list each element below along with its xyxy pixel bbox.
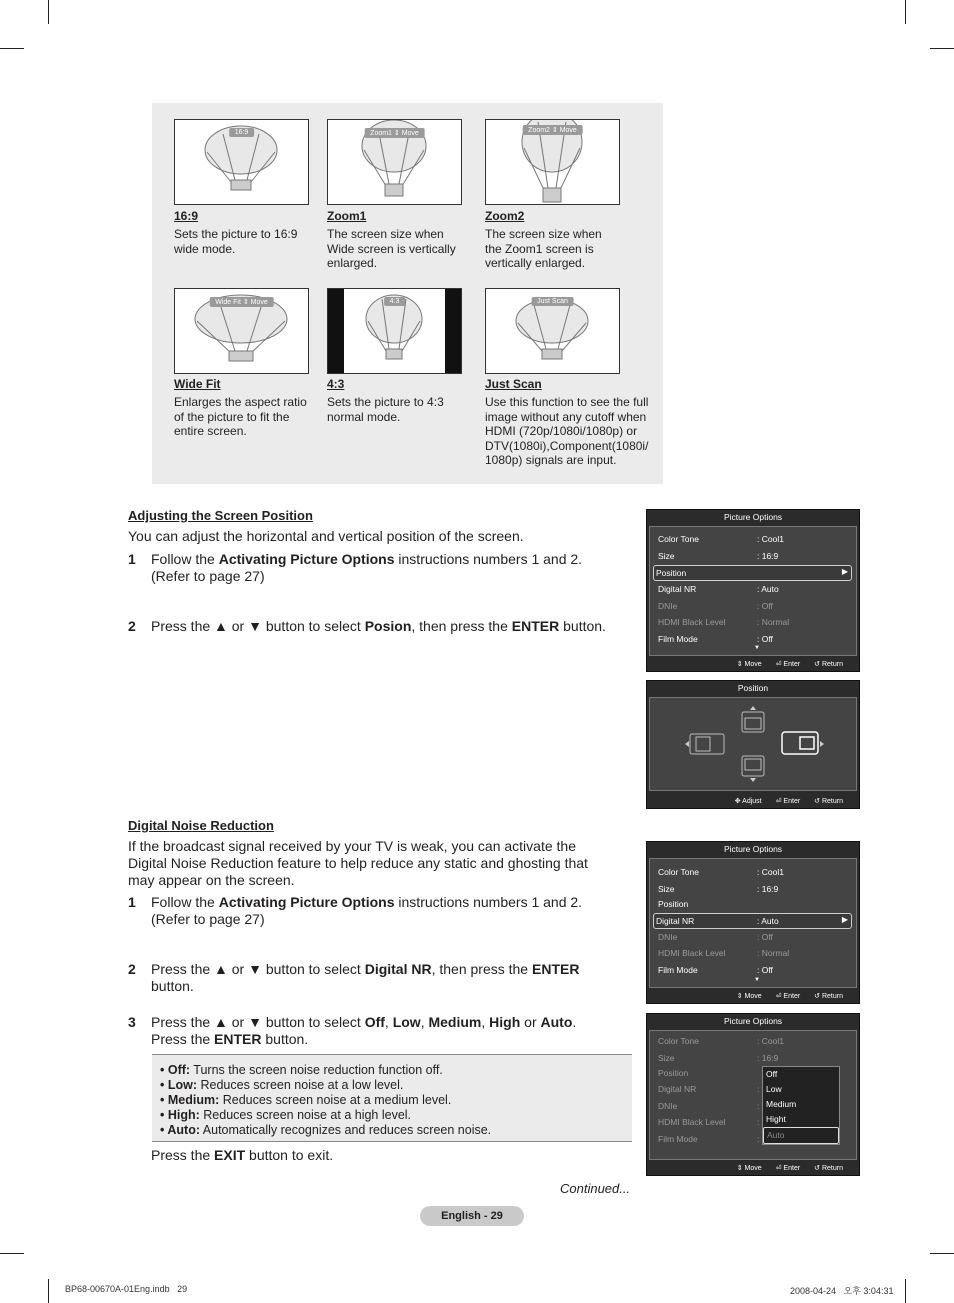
osd-row-label: Digital NR — [658, 584, 697, 594]
osd-row-value: : Auto — [757, 584, 779, 594]
osd-row-label: Size — [658, 551, 675, 561]
footer-file-info: BP68-00670A-01Eng.indb 29 — [65, 1284, 188, 1294]
osd-row-label: Color Tone — [658, 867, 699, 877]
text-bold: EXIT — [214, 1147, 246, 1163]
mode-desc: The screen size when Wide screen is vertically enlarged. — [327, 227, 456, 270]
option-medium[interactable]: Medium — [766, 1099, 797, 1109]
text: . — [572, 1014, 577, 1030]
mode-tag: 4:3 — [384, 297, 406, 306]
osd-row-digital-nr[interactable] — [656, 582, 852, 596]
osd-row-label: Film Mode — [658, 965, 698, 975]
osd-row-value: : 16:9 — [757, 1053, 779, 1063]
nr-step2 — [151, 961, 621, 995]
osd-row-value: : — [757, 1134, 760, 1144]
crop-mark — [930, 1253, 954, 1254]
enter-icon: ⏎ Enter — [775, 798, 801, 805]
return-icon: ↺ Return — [814, 993, 843, 1000]
osd-row-value: : Normal — [757, 617, 790, 627]
mode-title: 4:3 — [327, 377, 345, 391]
text: Press the ▲ or ▼ button to select — [151, 618, 365, 634]
position-step2 — [151, 618, 621, 635]
osd-row-value: : Off — [757, 634, 773, 644]
list-item — [160, 1063, 632, 1078]
osd-row-position[interactable] — [653, 565, 852, 581]
osd-picture-options-digital-nr — [646, 841, 860, 1004]
osd-title: Position — [737, 683, 769, 693]
osd-row-value: : Off — [757, 965, 773, 975]
osd-picture-options-position — [646, 509, 860, 672]
text: Press the ▲ or ▼ button to select — [151, 1014, 365, 1030]
text: or — [520, 1014, 541, 1030]
text-bold: • Low: — [160, 1078, 198, 1092]
position-section-title: Adjusting the Screen Position — [128, 508, 313, 523]
text-bold: • Medium: — [160, 1093, 220, 1107]
osd-row-value: : Auto — [757, 916, 779, 926]
step-number: 2 — [128, 961, 136, 977]
position-arrows-graphic — [650, 698, 856, 790]
nr-step3 — [151, 1014, 621, 1048]
balloon-image — [174, 288, 309, 374]
scroll-down-icon: ▼ — [754, 645, 760, 651]
text: instructions numbers 1 and 2. — [394, 551, 583, 567]
osd-row-value: : Cool1 — [757, 534, 784, 544]
text: Reduces screen noise at a medium level. — [219, 1093, 452, 1107]
text-bold: Auto — [540, 1014, 573, 1030]
return-icon: ↺ Return — [814, 798, 843, 805]
balloon-image — [174, 119, 309, 205]
step-number: 1 — [128, 894, 136, 910]
osd-row-value: : 16:9 — [757, 884, 779, 894]
mode-title: Just Scan — [485, 377, 542, 391]
crop-mark — [905, 0, 906, 24]
enter-icon: ⏎ Enter — [775, 661, 801, 668]
move-icon: ⇕ Move — [736, 661, 762, 668]
nr-options-list — [152, 1055, 632, 1138]
osd-body — [649, 526, 857, 656]
osd-row-label: Film Mode — [658, 634, 698, 644]
crop-mark — [905, 1279, 906, 1303]
osd-row-color-tone[interactable] — [656, 532, 852, 546]
osd-footer — [723, 992, 843, 1000]
text: Press the ▲ or ▼ button to select — [151, 961, 365, 977]
move-icon: ⇕ Move — [736, 993, 762, 1000]
text: , then press the — [411, 618, 512, 634]
nr-section-title: Digital Noise Reduction — [128, 818, 274, 833]
osd-row-dnie — [656, 930, 852, 944]
osd-row-label: DNIe — [658, 1101, 678, 1111]
osd-row-value: : — [757, 1117, 760, 1127]
balloon-image — [485, 119, 620, 205]
osd-footer — [723, 660, 843, 668]
footer-timestamp: 2008-04-24 오후 3:04:31 — [790, 1286, 894, 1296]
list-item — [160, 1123, 632, 1138]
mode-tag: 16:9 — [229, 128, 255, 137]
text: Reduces screen noise at a high level. — [199, 1108, 412, 1122]
text-bold: Digital NR — [364, 961, 432, 977]
balloon-image — [327, 119, 462, 205]
text-bold: Activating Picture Options — [218, 551, 395, 567]
enter-icon: ⏎ Enter — [775, 1165, 801, 1172]
move-icon: ⇕ Move — [736, 1165, 762, 1172]
digital-nr-options — [762, 1066, 840, 1145]
osd-row-label: DNIe — [658, 601, 678, 611]
crop-mark — [930, 48, 954, 49]
mode-title: Zoom1 — [327, 209, 367, 223]
mode-title: Wide Fit — [174, 377, 221, 391]
nr-intro: If the broadcast signal received by your TV is weak, you can activate the Digital Noise Reduction feature to help reduce any static and ghosting that may appear on the screen. — [128, 838, 588, 888]
text: Follow the — [151, 894, 219, 910]
text: Follow the — [151, 551, 219, 567]
mode-desc: Use this function to see the full image without any cutoff when HDMI (720p/1080i/1080p) or DTV(1080i),Component(1080i/ 1080p) signals are input. — [485, 395, 649, 467]
text-bold: Activating Picture Options — [218, 894, 395, 910]
text-bold: ENTER — [214, 1031, 262, 1047]
text: button. — [559, 618, 606, 634]
osd-footer — [723, 1164, 843, 1172]
osd-row-value: : Off — [757, 932, 773, 942]
enter-icon: ⏎ Enter — [775, 993, 801, 1000]
osd-row-color-tone — [656, 1034, 852, 1048]
text-bold: ENTER — [511, 618, 560, 634]
osd-row-label: DNIe — [658, 932, 678, 942]
osd-row-label: HDMI Black Level — [658, 617, 726, 627]
osd-row-value: : 16:9 — [757, 551, 779, 561]
osd-row-hdmi-black-level — [656, 615, 852, 629]
mode-title: 16:9 — [174, 209, 199, 223]
nr-options-box — [152, 1054, 632, 1142]
text: instructions numbers 1 and 2. — [394, 894, 583, 910]
option-off[interactable]: Off — [766, 1069, 778, 1079]
page-reference: (Refer to page 27) — [151, 568, 265, 584]
crop-mark — [48, 1279, 49, 1303]
right-arrow-icon: ▶ — [841, 567, 848, 576]
step-number: 1 — [128, 551, 136, 567]
osd-row-label: Film Mode — [658, 1134, 698, 1144]
list-item — [160, 1078, 632, 1093]
osd-row-value: : Off — [757, 601, 773, 611]
osd-row-digital-nr[interactable] — [653, 913, 852, 929]
text-bold: • High: — [160, 1108, 200, 1122]
osd-body — [649, 1030, 857, 1160]
osd-row-value: : — [757, 1101, 760, 1111]
scroll-down-icon: ▼ — [754, 977, 760, 983]
osd-body — [649, 697, 857, 791]
crop-mark — [0, 48, 24, 49]
osd-footer — [721, 797, 843, 805]
right-arrow-icon: ▶ — [841, 915, 848, 924]
balloon-image — [327, 288, 462, 374]
mode-desc: Sets the picture to 16:9 wide mode. — [174, 227, 298, 256]
osd-row-film-mode[interactable] — [656, 963, 852, 977]
option-high[interactable]: Hight — [766, 1114, 786, 1124]
mode-tag: Just Scan — [531, 297, 574, 306]
return-icon: ↺ Return — [814, 1165, 843, 1172]
position-step1 — [151, 551, 611, 585]
osd-row-label: Position — [656, 568, 687, 578]
text-bold: Off — [364, 1014, 385, 1030]
osd-row-value: : Cool1 — [757, 1036, 784, 1046]
text: , — [420, 1014, 429, 1030]
exit-instruction — [151, 1147, 333, 1164]
page-number-badge: English - 29 — [420, 1206, 524, 1226]
osd-row-value: : — [757, 1084, 760, 1094]
osd-row-position[interactable] — [656, 897, 852, 911]
list-item — [160, 1108, 632, 1123]
osd-row-size[interactable] — [656, 882, 852, 896]
text: Reduces screen noise at a low level. — [197, 1078, 404, 1092]
osd-row-value: : Normal — [757, 948, 790, 958]
osd-row-label: Color Tone — [658, 534, 699, 544]
mode-tag: Zoom2 ⇕ Move — [522, 125, 583, 135]
osd-row-size — [656, 1051, 852, 1065]
text: button. — [151, 978, 194, 994]
crop-mark — [0, 1253, 24, 1254]
list-item — [160, 1093, 632, 1108]
text: , — [384, 1014, 393, 1030]
mode-tag: Wide Fit ⇕ Move — [209, 297, 274, 307]
text: button to exit. — [245, 1147, 334, 1163]
osd-row-label: Size — [658, 1053, 675, 1063]
text: Turns the screen noise reduction function off. — [190, 1063, 443, 1077]
osd-row-hdmi-black-level — [656, 946, 852, 960]
osd-title: Picture Options — [723, 844, 783, 854]
text: , then press the — [431, 961, 532, 977]
osd-row-label: HDMI Black Level — [658, 948, 726, 958]
option-auto[interactable]: Auto — [763, 1127, 839, 1144]
osd-row-size[interactable] — [656, 549, 852, 563]
mode-tag: Zoom1 ⇕ Move — [364, 128, 425, 138]
osd-title: Picture Options — [723, 1016, 783, 1026]
osd-row-label: HDMI Black Level — [658, 1117, 726, 1127]
continued-text: Continued... — [560, 1181, 631, 1196]
text: , — [481, 1014, 490, 1030]
osd-digital-nr-dropdown — [646, 1013, 860, 1176]
page-reference: (Refer to page 27) — [151, 911, 265, 927]
mode-desc: Enlarges the aspect ratio of the picture to fit the entire screen. — [174, 395, 307, 438]
text-bold: Low — [392, 1014, 421, 1030]
osd-title: Picture Options — [723, 512, 783, 522]
step-number: 3 — [128, 1014, 136, 1030]
osd-row-label: Position — [658, 899, 689, 909]
osd-row-film-mode[interactable] — [656, 632, 852, 646]
text-bold: • Auto: — [160, 1123, 201, 1137]
crop-mark — [48, 0, 49, 24]
position-intro: You can adjust the horizontal and vertical position of the screen. — [128, 528, 524, 544]
text: Press the — [151, 1031, 215, 1047]
step-number: 2 — [128, 618, 136, 634]
osd-body — [649, 858, 857, 988]
osd-row-color-tone[interactable] — [656, 865, 852, 879]
adjust-icon: ✥ Adjust — [734, 798, 762, 805]
text: Automatically recognizes and reduces screen noise. — [200, 1123, 492, 1137]
osd-row-label: Position — [658, 1068, 689, 1078]
text: button. — [261, 1031, 309, 1047]
text-bold: ENTER — [532, 961, 580, 977]
osd-position-adjust — [646, 680, 860, 809]
return-icon: ↺ Return — [814, 661, 843, 668]
mode-title: Zoom2 — [485, 209, 525, 223]
nr-step1 — [151, 894, 611, 928]
osd-row-label: Color Tone — [658, 1036, 699, 1046]
text-bold: • Off: — [160, 1063, 191, 1077]
mode-desc: The screen size when the Zoom1 screen is vertically enlarged. — [485, 227, 602, 270]
balloon-image — [485, 288, 620, 374]
osd-row-dnie — [656, 599, 852, 613]
text: Press the — [151, 1147, 215, 1163]
option-low[interactable]: Low — [766, 1084, 782, 1094]
text-bold: High — [489, 1014, 521, 1030]
text-bold: Medium — [428, 1014, 482, 1030]
osd-row-label: Size — [658, 884, 675, 894]
osd-row-value: : Cool1 — [757, 867, 784, 877]
mode-desc: Sets the picture to 4:3 normal mode. — [327, 395, 444, 424]
osd-row-label: Digital NR — [658, 1084, 697, 1094]
text-bold: Posion — [364, 618, 412, 634]
aspect-modes-panel — [152, 103, 663, 484]
osd-row-label: Digital NR — [656, 916, 695, 926]
